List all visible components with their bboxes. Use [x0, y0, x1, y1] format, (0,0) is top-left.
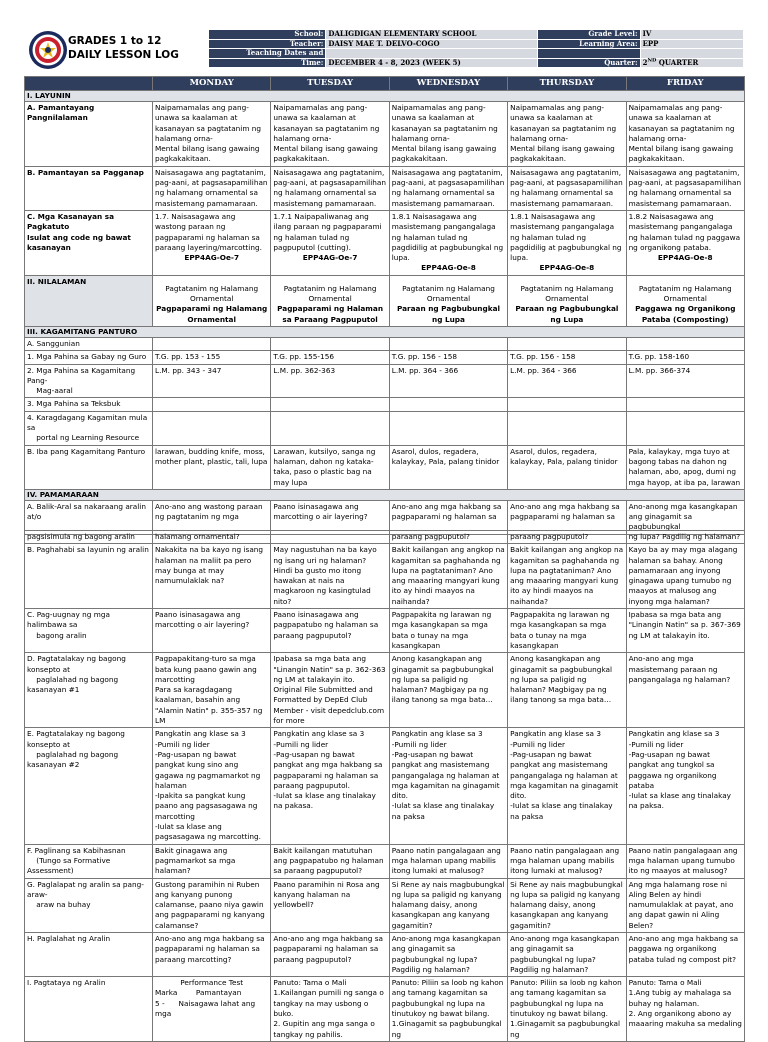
dates-blank	[326, 49, 537, 59]
row-label: C. Pag-uugnay ng mga halimbawa sa bagong aralin	[25, 609, 153, 653]
table-cell: T.G. pp. 153 - 155	[153, 351, 271, 364]
table-cell	[626, 398, 744, 411]
table-cell: Pala, kalaykay, mga tuyo at bagong tabas na dahon ng halaman, abo, apog, dumi ng mga hayop, at iba pa, larawan	[626, 445, 744, 489]
table-row	[25, 531, 745, 544]
table-cell: Panuto: Piliin sa loob ng kahon ang tamang kagamitan sa pagbubungkal ng lupa na tinutukoy ng bawat bilang. 1.Ginagamit sa pagbubungkal ng	[389, 977, 507, 1042]
quarter-word: QUARTER	[656, 57, 699, 67]
row-label: II. NILALAMAN	[25, 275, 153, 326]
day-monday: MONDAY	[153, 77, 271, 91]
table-cell: Naipamamalas ang pang-unawa sa kaalaman at kasanayan sa pagtatanim ng halamang orna- Mental bilang isang gawaing pagkakakitaan.	[271, 102, 389, 167]
table-cell: Asarol, dulos, regadera, kalaykay, Pala, palang tinidor	[508, 445, 626, 489]
section-kagamitan	[25, 326, 745, 337]
table-cell	[153, 411, 271, 445]
table-row	[25, 364, 745, 398]
day-friday: FRIDAY	[626, 77, 744, 91]
topic-text: Pagtatanim ng Halamang Ornamental	[520, 283, 614, 304]
table-cell: Panuto: Tama o Mali 1.Ang tubig ay mahalaga sa buhay ng halaman. 2. Ang organikong abono ay maaaring makuha sa medaling	[626, 977, 744, 1042]
row-label: B. Iba pang Kagamitang Panturo	[25, 445, 153, 489]
cell-text: 1.7. Naisasagawa ang wastong paraan ng pagpaparami ng halaman sa paraang layering/marcotting.	[155, 211, 263, 252]
assessment-body: Marka Pamantayan 5 - Naisagawa lahat ang mga	[155, 988, 256, 1019]
school-label: School:	[209, 30, 326, 40]
grade-level-label: Grade Level:	[537, 30, 640, 40]
table-row	[25, 445, 745, 489]
table-cell: Pagpapakita ng larawan ng mga kasangkapan sa mga bata o tunay na mga kasangkapan	[389, 609, 507, 653]
table-cell: Ang mga halamang rose ni Aling Belen ay hindi namumulaklak at payat, ano ang dapat gawin ni Aling Belen?	[626, 878, 744, 932]
table-row	[25, 544, 745, 609]
topic-text: Pagtatanim ng Halamang Ornamental	[165, 283, 259, 304]
competency-code: EPP4AG-Oe-8	[657, 253, 713, 263]
lesson-title: Paggawa ng Organikong Pataba (Composting)	[635, 304, 736, 324]
cell-text: 1.7.1 Naipapaliwanag ang ilang paraan ng pagpaparami ng halaman tulad ng pagpuputol (cutting).	[273, 211, 384, 252]
row-label: G. Paglalapat ng aralin sa pang-araw- araw na buhay	[25, 878, 153, 932]
table-cell: Bakit kailangan matutuhan ang pagpapatubo ng halaman sa paraang pagpuputol?	[271, 844, 389, 878]
row-label: C. Mga Kasanayan sa Pagkatuto Isulat ang code ng bawat kasanayan	[25, 210, 153, 275]
document-header	[24, 28, 744, 76]
table-cell: Paano isinasagawa ang marcotting o air layering?	[153, 609, 271, 653]
table-cell: T.G. pp. 156 - 158	[508, 351, 626, 364]
learning-area-value: EPP	[640, 39, 743, 49]
table-cell: Naisasagawa ang pagtatanim, pag-aani, at pagsasapamilihan ng halamang ornamental sa masistemang pamamaraan.	[153, 166, 271, 210]
table-cell: Naisasagawa ang pagtatanim, pag-aani, at pagsasapamilihan ng halamang ornamental sa masistemang pamamaraan.	[626, 166, 744, 210]
table-row	[25, 210, 745, 275]
table-cell: Si Rene ay nais magbubungkal ng lupa sa paligid ng kanyang halamang daisy, anong kasangkapan ang kanyang gagamitin?	[508, 878, 626, 932]
table-cell: Naipamamalas ang pang-unawa sa kaalaman at kasanayan sa pagtatanim ng halamang orna- Mental bilang isang gawaing pagkakakitaan.	[389, 102, 507, 167]
table-cell: L.M. pp. 343 - 347	[153, 364, 271, 398]
table-row	[25, 275, 745, 326]
quarter-label: Quarter:	[537, 58, 640, 68]
school-value: DALIGDIGAN ELEMENTARY SCHOOL	[326, 30, 537, 40]
quarter-suffix: ND	[647, 57, 657, 64]
table-cell	[626, 210, 744, 275]
table-row	[25, 977, 745, 1042]
table-cell: Ano-ano ang mga hakbang sa paggawa ng organikong pataba tulad ng compost pit?	[626, 932, 744, 976]
table-row	[25, 878, 745, 932]
table-cell: Paano paramihin ni Rosa ang kanyang halaman na yellowbell?	[271, 878, 389, 932]
dates-label-line1: Teaching Dates and	[246, 48, 324, 57]
table-cell	[271, 337, 389, 350]
table-cell	[271, 210, 389, 275]
table-cell: Bakit ginagawa ang pagmamarkot sa mga halaman?	[153, 844, 271, 878]
table-cell: Paano natin pangalagaan ang mga halaman upang mabilis itong lumaki at malusog?	[508, 844, 626, 878]
competency-code: EPP4AG-Oe-8	[539, 263, 595, 273]
dates-value: DECEMBER 4 - 8, 2023 (WEEK 5)	[326, 58, 537, 68]
table-cell	[389, 210, 507, 275]
table-cell: Larawan, kutsilyo, sanga ng halaman, dahon ng kataka-taka, paso o plastic bag na may lupa	[271, 445, 389, 489]
table-cell: Pangkatin ang klase sa 3 -Pumili ng lider -Pag-usapan ng bawat pangkat ang tungkol sa paggawa ng organikong pataba -Iulat sa klase ang tinalakay na paksa.	[626, 728, 744, 844]
table-row	[25, 102, 745, 167]
table-cell	[626, 337, 744, 350]
table-cell	[508, 398, 626, 411]
lesson-table-page-2	[24, 530, 745, 1042]
table-cell	[389, 411, 507, 445]
table-cell: Paano natin pangalagaan ang mga halaman upang tumubo ito ng maayos at malusog?	[626, 844, 744, 878]
row-label: I. Pagtataya ng Aralin	[25, 977, 153, 1042]
lesson-log-page-2	[24, 530, 744, 1039]
day-header-row	[25, 77, 745, 91]
table-cell	[271, 398, 389, 411]
row-label: B. Pamantayan sa Pagganap	[25, 166, 153, 210]
table-cell: May nagustuhan na ba kayo ng isang uri ng halaman? Hindi ba gusto mo itong hawakan at nais na magkaroon ng kasingtulad nito?	[271, 544, 389, 609]
table-cell: Anong kasangkapan ang ginagamit sa pagbubungkal ng lupa sa paligid ng halaman? Magbigay pa ng ilang tanong sa mga bata…	[389, 653, 507, 728]
row-label: 3. Mga Pahina sa Teksbuk	[25, 398, 153, 411]
table-cell: Pangkatin ang klase sa 3 -Pumili ng lider -Pag-usapan ng bawat pangkat ang masistemang pangangalaga ng halaman at mga kagamitan na ginagamit dito. -Iulat sa klase ang tinalakay na paksa	[389, 728, 507, 844]
table-cell: larawan, budding knife, moss, mother plant, plastic, tali, lupa	[153, 445, 271, 489]
table-cell: Pagpapakita ng larawan ng mga kasangkapan sa mga bata o tunay na mga kasangkapan	[508, 609, 626, 653]
table-cell: L.M. pp. 364 - 366	[508, 364, 626, 398]
row-label: D. Pagtatalakay ng bagong konsepto at paglalahad ng bagong kasanayan #1	[25, 653, 153, 728]
day-wednesday: WEDNESDAY	[389, 77, 507, 91]
section-title: IV. PAMAMARAAN	[25, 489, 745, 500]
table-cell: T.G. pp. 156 - 158	[389, 351, 507, 364]
document-title	[68, 34, 179, 62]
table-cell: Naisasagawa ang pagtatanim, pag-aani, at pagsasapamilihan ng halamang ornamental sa masistemang pamamaraan.	[389, 166, 507, 210]
competency-code: EPP4AG-Oe-7	[302, 253, 358, 263]
table-cell: Naisasagawa ang pagtatanim, pag-aani, at pagsasapamilihan ng halamang ornamental sa masistemang pamamaraan.	[508, 166, 626, 210]
table-cell: Ano-ano ang wastong paraan ng pagtatanim ng mga	[153, 500, 271, 534]
header-info-table	[208, 29, 744, 68]
table-cell	[153, 337, 271, 350]
table-cell: Ano-ano ang mga hakbang sa pagpaparami ng halaman sa paraang marcotting?	[153, 932, 271, 976]
learning-area-label: Learning Area:	[537, 39, 640, 49]
table-row	[25, 653, 745, 728]
assessment-title: Performance Test	[180, 978, 244, 988]
competency-code: EPP4AG-Oe-8	[421, 263, 476, 273]
table-cell: L.M. pp. 362-363	[271, 364, 389, 398]
table-row	[25, 844, 745, 878]
table-cell: paraang pagpuputol?	[508, 531, 626, 544]
section-title: III. KAGAMITANG PANTURO	[25, 326, 745, 337]
table-cell: Anong kasangkapan ang ginagamit sa pagbubungkal ng lupa sa paligid ng halaman? Magbigay pa ng ilang tanong sa mga bata…	[508, 653, 626, 728]
table-cell	[626, 275, 744, 326]
table-cell: Bakit kailangan ang angkop na kagamitan sa paghahanda ng lupa na pagtataniman? Ano ang maaaring mangyari kung ito ay hindi maayos na naihanda?	[508, 544, 626, 609]
table-cell: Nakakita na ba kayo ng isang halaman na maliit pa pero may bunga at may namumulaklak na?	[153, 544, 271, 609]
table-cell: Ipabasa sa mga bata ang "Linangin Natin" sa p. 362-363 ng LM at talakayin ito. Original File Submitted and Formatted by DepEd Club Member - visit depedclub.com for more	[271, 653, 389, 728]
row-label: E. Pagtatalakay ng bagong konsepto at paglalahad ng bagong kasanayan #2	[25, 728, 153, 844]
row-label: A. Sanggunian	[25, 337, 153, 350]
table-cell	[153, 275, 271, 326]
table-cell: Ano-anong mga kasangkapan ang ginagamit sa pagbubungkal	[626, 500, 744, 534]
table-cell: Ano-anong mga kasangkapan ang ginagamit sa pagbubungkal ng lupa? Pagdilig ng halaman?	[508, 932, 626, 976]
table-cell	[271, 411, 389, 445]
lesson-title: Paraan ng Pagbubungkal ng Lupa	[396, 304, 500, 324]
table-row	[25, 398, 745, 411]
section-pamamaraan	[25, 489, 745, 500]
cell-text: 1.8.2 Naisasagawa ang masistemang pangangalaga ng halaman tulad ng paggawa ng organikong pataba.	[628, 211, 743, 252]
table-cell	[271, 531, 389, 544]
table-cell: Panuto: Piliin sa loob ng kahon ang tamang kagamitan sa pagbubungkal ng lupa na tinutukoy ng bawat bilang. 1.Ginagamit sa pagbubungkal ng	[508, 977, 626, 1042]
spacer-label	[537, 49, 640, 59]
table-cell: ng lupa? Pagdilig ng halaman?	[626, 531, 744, 544]
day-header-blank	[25, 77, 153, 91]
table-cell: Ano-ano ang mga hakbang sa pagpaparami ng halaman sa	[508, 500, 626, 534]
table-cell: Pangkatin ang klase sa 3 -Pumili ng lider -Pag-usapan ng bawat pangkat ang mga hakbang sa pagpaparami ng halaman sa paraang pagpuputol. -Iulat sa klase ang tinalakay na pakasa.	[271, 728, 389, 844]
table-cell: L.M. pp. 364 - 366	[389, 364, 507, 398]
table-cell: Paano natin pangalagaan ang mga halaman upang mabilis itong lumaki at malusog?	[389, 844, 507, 878]
table-cell: Pangkatin ang klase sa 3 -Pumili ng lider -Pag-usapan ng bawat pangkat kung sino ang gagawa ng pagmamarkot ng halaman -Ipakita sa pangkat kung paano ang pagsasagawa ng marcotting -Iulat sa klase ang pagsasagawa ng marcotting.	[153, 728, 271, 844]
row-label: A. Pamantayang Pangnilalaman	[25, 102, 153, 167]
row-label: 1. Mga Pahina sa Gabay ng Guro	[25, 351, 153, 364]
cell-text: 1.8.1 Naisasagawa ang masistemang pangangalaga ng halaman tulad ng pagdidilig at pagbubungkal ng lupa.	[510, 211, 624, 263]
table-cell: Naipamamalas ang pang-unawa sa kaalaman at kasanayan sa pagtatanim ng halamang orna- Mental bilang isang gawaing pagkakakitaan.	[626, 102, 744, 167]
table-row	[25, 166, 745, 210]
day-thursday: THURSDAY	[508, 77, 626, 91]
table-cell: Naipamamalas ang pang-unawa sa kaalaman at kasanayan sa pagtatanim ng halamang orna- Mental bilang isang gawaing pagkakakitaan.	[508, 102, 626, 167]
table-cell: paraang pagpuputol?	[389, 531, 507, 544]
row-label: B. Paghahabi sa layunin ng aralin	[25, 544, 153, 609]
table-cell	[389, 337, 507, 350]
quarter-value	[640, 58, 743, 68]
table-cell	[153, 977, 271, 1042]
table-row	[25, 337, 745, 350]
table-cell: Naipamamalas ang pang-unawa sa kaalaman at kasanayan sa pagtatanim ng halamang orna- Mental bilang isang gawaing pagkakakitaan.	[153, 102, 271, 167]
grade-level-value: IV	[640, 30, 743, 40]
lesson-log-page-1	[24, 28, 744, 532]
row-label: 2. Mga Pahina sa Kagamitang Pang- Mag-aaral	[25, 364, 153, 398]
table-row	[25, 411, 745, 445]
table-row	[25, 728, 745, 844]
lesson-table-page-1	[24, 76, 745, 535]
table-cell: Pangkatin ang klase sa 3 -Pumili ng lider -Pag-usapan ng bawat pangkat ang masistemang pangangalaga ng halaman at mga kagamitan na ginagamit dito. -Iulat sa klase ang tinalakay na paksa	[508, 728, 626, 844]
table-cell: Ano-ano ang mga masistemang paraan ng pangangalaga ng halaman?	[626, 653, 744, 728]
table-cell: Naisasagawa ang pagtatanim, pag-aani, at pagsasapamilihan ng halamang ornamental sa masistemang pamamaraan.	[271, 166, 389, 210]
table-cell: Ano-anong mga kasangkapan ang ginagamit sa pagbubungkal ng lupa? Pagdilig ng halaman?	[389, 932, 507, 976]
table-cell: T.G. pp. 155-156	[271, 351, 389, 364]
lesson-title: Pagpaparami ng Halamang Ornamental	[156, 304, 268, 324]
table-cell: Gustong paramihin ni Ruben ang kanyang punong calamanse, paano niya gawin ang pagpaparami ng kanyang calamanse?	[153, 878, 271, 932]
table-cell: T.G. pp. 158-160	[626, 351, 744, 364]
title-line-2: DAILY LESSON LOG	[68, 49, 179, 61]
row-label: H. Paglalahat ng Aralin	[25, 932, 153, 976]
day-tuesday: TUESDAY	[271, 77, 389, 91]
table-cell	[508, 210, 626, 275]
table-cell	[508, 337, 626, 350]
table-cell: Pagpapakitang-turo sa mga bata kung paano gawin ang marcotting Para sa karagdagang kaalaman, basahin ang "Alamin Natin" p. 355-357 ng LM	[153, 653, 271, 728]
table-cell: Si Rene ay nais magbubungkal ng lupa sa paligid ng kanyang halamang daisy, anong kasangkapan ang kanyang gagamitin?	[389, 878, 507, 932]
deped-seal-icon	[28, 30, 68, 70]
cell-text: 1.8.1 Naisasagawa ang masistemang pangangalaga ng halaman tulad ng pagdidilig at pagbubungkal ng lupa.	[391, 211, 506, 263]
table-cell	[508, 411, 626, 445]
table-cell: Kayo ba ay may mga alagang halaman sa bahay. Anong pamamaraan ang inyong ginagawa upang tumubo ng maayos at malusog ang inyong mga halaman?	[626, 544, 744, 609]
table-cell	[389, 275, 507, 326]
table-cell: Asarol, dulos, regadera, kalaykay, Pala, palang tinidor	[389, 445, 507, 489]
competency-code: EPP4AG-Oe-7	[184, 253, 240, 263]
quarter-number: 2	[642, 57, 648, 67]
section-layunin	[25, 91, 745, 102]
table-cell: Panuto: Tama o Mali 1.Kailangan pumili ng sanga o tangkay na may usbong o buko. 2. Gupitin ang mga sanga o tangkay ng pahilis.	[271, 977, 389, 1042]
table-cell	[389, 398, 507, 411]
topic-text: Pagtatanim ng Halamang Ornamental	[638, 283, 732, 304]
table-cell: Ipabasa sa mga bata ang "Linangin Natin" sa p. 367-369 ng LM at talakayin ito.	[626, 609, 744, 653]
teacher-value: DAISY MAE T. DELVO-COGO	[326, 39, 537, 49]
table-cell: halamang ornamental?	[153, 531, 271, 544]
row-label: 4. Karagdagang Kagamitan mula sa portal ng Learning Resource	[25, 411, 153, 445]
table-cell	[153, 398, 271, 411]
table-cell: L.M. pp. 366-374	[626, 364, 744, 398]
row-label: A. Balik-Aral sa nakaraang aralin at/o	[25, 500, 153, 534]
title-line-1: GRADES 1 to 12	[68, 35, 162, 47]
time-label: Time:	[209, 58, 326, 68]
table-cell	[508, 275, 626, 326]
table-cell: Paano isinasagawa ang marcotting o air layering?	[271, 500, 389, 534]
row-label: F. Paglinang sa Kabihasnan (Tungo sa Formative Assessment)	[25, 844, 153, 878]
table-row	[25, 609, 745, 653]
table-row	[25, 932, 745, 976]
table-cell: Paano isinasagawa ang pagpapatubo ng halaman sa paraang pagpuputol?	[271, 609, 389, 653]
table-cell	[153, 210, 271, 275]
table-cell: Bakit kailangan ang angkop na kagamitan sa paghahanda ng lupa na pagtataniman? Ano ang maaaring mangyari kung ito ay hindi maayos na naihanda?	[389, 544, 507, 609]
row-label: pagsisimula ng bagong aralin	[25, 531, 153, 544]
teacher-label: Teacher:	[209, 39, 326, 49]
lesson-title: Paraan ng Pagbubungkal ng Lupa	[515, 304, 619, 324]
table-cell: Ano-ano ang mga hakbang sa pagpaparami ng halaman sa paraang pagpuputol?	[271, 932, 389, 976]
section-title: I. LAYUNIN	[25, 91, 745, 102]
table-row	[25, 351, 745, 364]
table-cell	[271, 275, 389, 326]
topic-text: Pagtatanim ng Halamang Ornamental	[402, 283, 495, 304]
table-cell: Ano-ano ang mga hakbang sa pagpaparami ng halaman sa	[389, 500, 507, 534]
dates-label	[209, 49, 326, 59]
topic-text: Pagtatanim ng Halamang Ornamental	[283, 283, 377, 304]
lesson-title: Pagpaparami ng Halaman sa Paraang Pagpuputol	[277, 304, 384, 324]
table-cell	[626, 411, 744, 445]
